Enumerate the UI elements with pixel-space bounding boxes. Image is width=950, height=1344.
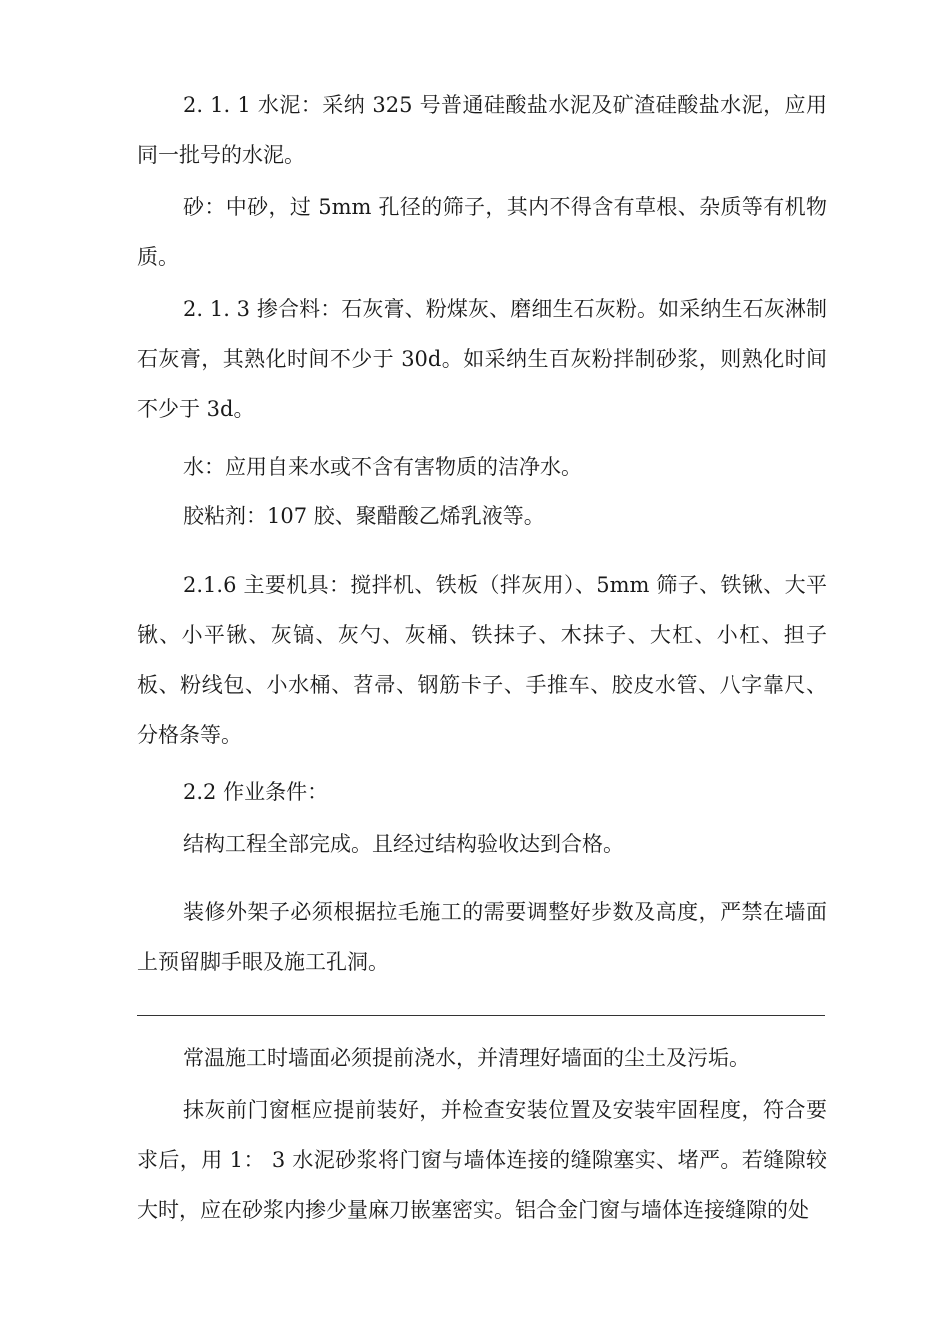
paragraph-admixture: 2. 1. 3 掺合料：石灰膏、粉煤灰、磨细生石灰粉。如采纳生石灰淋制石灰膏，其熟化时间不少于 30d。如采纳生百灰粉拌制砂浆，则熟化时间不少于 3d。 — [137, 297, 827, 421]
paragraph-structure-complete: 结构工程全部完成。且经过结构验收达到合格。 — [183, 832, 624, 856]
paragraph-scaffolding: 装修外架子必须根据拉毛施工的需要调整好步数及高度，严禁在墙面上预留脚手眼及施工孔洞。 — [137, 900, 827, 974]
paragraph-cement: 2. 1. 1 水泥：采纳 325 号普通硅酸盐水泥及矿渣硅酸盐水泥，应用同一批号的水泥。 — [137, 93, 827, 167]
paragraph-tools: 2.1.6 主要机具：搅拌机、铁板（拌灰用）、5mm 筛子、铁锹、大平锹、小平锹、灰镐、灰勺、灰桶、铁抹子、木抹子、大杠、小杠、担子板、粉线包、小水桶、苕帚、钢筋卡子、手推车、胶皮水管、八字靠尺、分格条等。 — [137, 573, 827, 747]
horizontal-divider — [137, 1015, 825, 1016]
paragraph-water: 水：应用自来水或不含有害物质的洁净水。 — [183, 455, 582, 479]
paragraph-work-conditions-heading: 2.2 作业条件： — [183, 780, 329, 804]
paragraph-adhesive: 胶粘剂：107 胶、聚醋酸乙烯乳液等。 — [183, 504, 545, 528]
paragraph-watering: 常温施工时墙面必须提前浇水，并清理好墙面的尘土及污垢。 — [183, 1046, 750, 1070]
paragraph-sand: 砂：中砂，过 5mm 孔径的筛子，其内不得含有草根、杂质等有机物质。 — [137, 195, 827, 269]
paragraph-door-window-frames: 抹灰前门窗框应提前装好，并检查安装位置及安装牢固程度，符合要求后，用 1： 3 水泥砂浆将门窗与墙体连接的缝隙塞实、堵严。若缝隙较大时，应在砂浆内掺少量麻刀嵌塞密实。铝合金门窗与墙体连接缝隙的处 — [137, 1098, 827, 1222]
